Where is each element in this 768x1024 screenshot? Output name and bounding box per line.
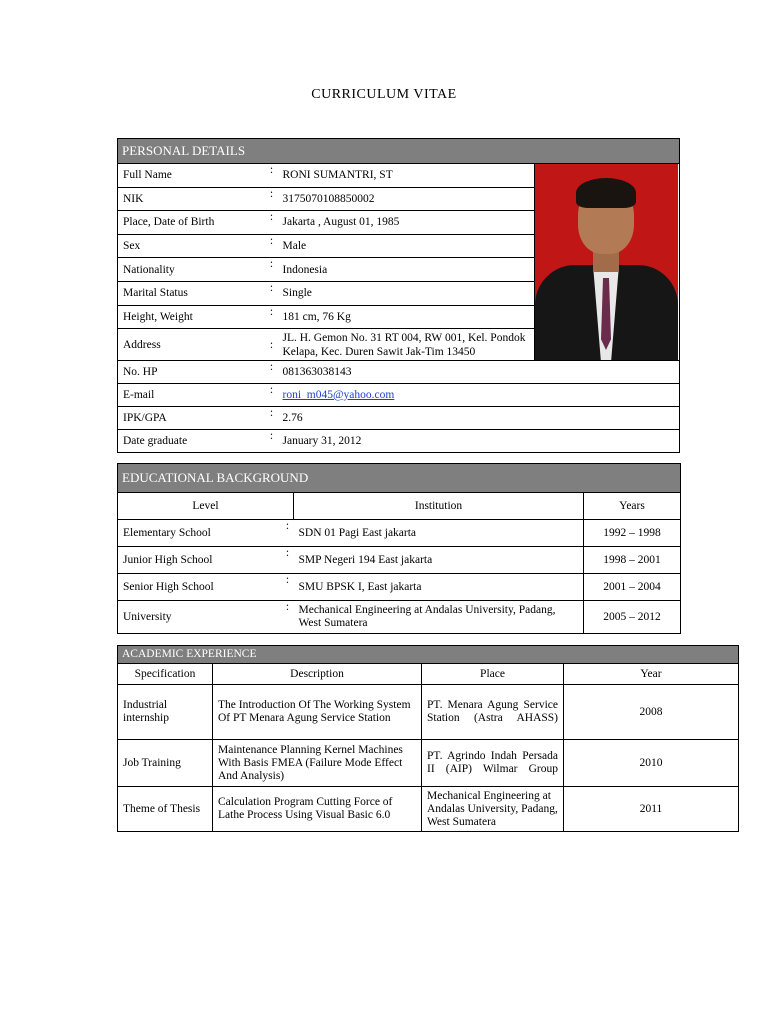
acad-year: 2011 <box>564 787 739 832</box>
profile-photo <box>535 164 678 360</box>
nationality-value: Indonesia <box>278 258 535 282</box>
nik-value: 3175070108850002 <box>278 187 535 211</box>
edu-level: Elementary School <box>118 520 282 547</box>
education-header: EDUCATIONAL BACKGROUND <box>118 464 681 493</box>
edu-level: University <box>118 601 282 634</box>
column-header-level: Level <box>118 493 294 520</box>
table-row <box>118 787 739 832</box>
edu-institution: Mechanical Engineering at Andalas University, Padang, West Sumatera <box>294 601 584 634</box>
personal-details-header: PERSONAL DETAILS <box>118 139 680 164</box>
acad-desc: Maintenance Planning Kernel Machines With Basis FMEA (Failure Mode Effect And Analysis) <box>213 740 422 787</box>
colon: : <box>266 234 278 258</box>
acad-spec: Job Training <box>118 740 213 787</box>
row-label: IPK/GPA <box>118 407 266 430</box>
personal-details-table <box>117 138 680 453</box>
table-row <box>118 520 681 547</box>
table-row <box>118 547 681 574</box>
marital-value: Single <box>278 281 535 305</box>
row-label: Address <box>118 329 266 361</box>
column-header-description: Description <box>213 664 422 685</box>
colon: : <box>266 384 278 407</box>
row-label: Full Name <box>118 164 266 188</box>
table-row <box>118 740 739 787</box>
row-label: Place, Date of Birth <box>118 211 266 235</box>
academic-experience-table <box>117 645 739 832</box>
academic-header: ACADEMIC EXPERIENCE <box>118 646 739 664</box>
phone-value: 081363038143 <box>278 361 680 384</box>
edu-institution: SMP Negeri 194 East jakarta <box>294 547 584 574</box>
colon: : <box>266 211 278 235</box>
edu-years: 2005 – 2012 <box>584 601 681 634</box>
row-label: E-mail <box>118 384 266 407</box>
graduate-date-value: January 31, 2012 <box>278 430 680 453</box>
column-header-years: Years <box>584 493 681 520</box>
email-link[interactable]: roni_m045@yahoo.com <box>282 389 395 401</box>
acad-place: PT. Menara Agung Service Station (Astra AHASS) <box>422 685 564 740</box>
row-label: Date graduate <box>118 430 266 453</box>
colon: : <box>266 164 278 188</box>
colon: : <box>266 281 278 305</box>
colon: : <box>282 547 294 574</box>
edu-level: Junior High School <box>118 547 282 574</box>
colon: : <box>282 574 294 601</box>
gpa-value: 2.76 <box>278 407 680 430</box>
acad-place: PT. Agrindo Indah Persada II (AIP) Wilmar Group <box>422 740 564 787</box>
acad-year: 2010 <box>564 740 739 787</box>
acad-year: 2008 <box>564 685 739 740</box>
colon: : <box>266 258 278 282</box>
column-header-institution: Institution <box>294 493 584 520</box>
edu-years: 1998 – 2001 <box>584 547 681 574</box>
column-header-year: Year <box>564 664 739 685</box>
edu-years: 1992 – 1998 <box>584 520 681 547</box>
table-row <box>118 601 681 634</box>
colon: : <box>266 361 278 384</box>
colon: : <box>266 407 278 430</box>
acad-spec: Industrial internship <box>118 685 213 740</box>
document-title: CURRICULUM VITAE <box>311 87 457 102</box>
photo-cell <box>535 164 680 361</box>
row-label: NIK <box>118 187 266 211</box>
acad-spec: Theme of Thesis <box>118 787 213 832</box>
table-row <box>118 574 681 601</box>
column-header-specification: Specification <box>118 664 213 685</box>
acad-desc: The Introduction Of The Working System Of PT Menara Agung Service Station <box>213 685 422 740</box>
acad-place: Mechanical Engineering at Andalas University, Padang, West Sumatera <box>422 787 564 832</box>
colon: : <box>266 305 278 329</box>
colon: : <box>266 187 278 211</box>
full-name-value: RONI SUMANTRI, ST <box>278 164 535 188</box>
table-row <box>118 685 739 740</box>
height-weight-value: 181 cm, 76 Kg <box>278 305 535 329</box>
colon: : <box>282 601 294 634</box>
address-value: JL. H. Gemon No. 31 RT 004, RW 001, Kel. Pondok Kelapa, Kec. Duren Sawit Jak-Tim 13450 <box>278 329 535 361</box>
row-label: Sex <box>118 234 266 258</box>
sex-value: Male <box>278 234 535 258</box>
acad-desc: Calculation Program Cutting Force of Lathe Process Using Visual Basic 6.0 <box>213 787 422 832</box>
row-label: No. HP <box>118 361 266 384</box>
birth-value: Jakarta , August 01, 1985 <box>278 211 535 235</box>
edu-level: Senior High School <box>118 574 282 601</box>
row-label: Nationality <box>118 258 266 282</box>
colon: : <box>282 520 294 547</box>
column-header-place: Place <box>422 664 564 685</box>
edu-institution: SMU BPSK I, East jakarta <box>294 574 584 601</box>
row-label: Height, Weight <box>118 305 266 329</box>
row-label: Marital Status <box>118 281 266 305</box>
colon: : <box>266 329 278 361</box>
colon: : <box>266 430 278 453</box>
edu-years: 2001 – 2004 <box>584 574 681 601</box>
education-table <box>117 463 681 634</box>
edu-institution: SDN 01 Pagi East jakarta <box>294 520 584 547</box>
